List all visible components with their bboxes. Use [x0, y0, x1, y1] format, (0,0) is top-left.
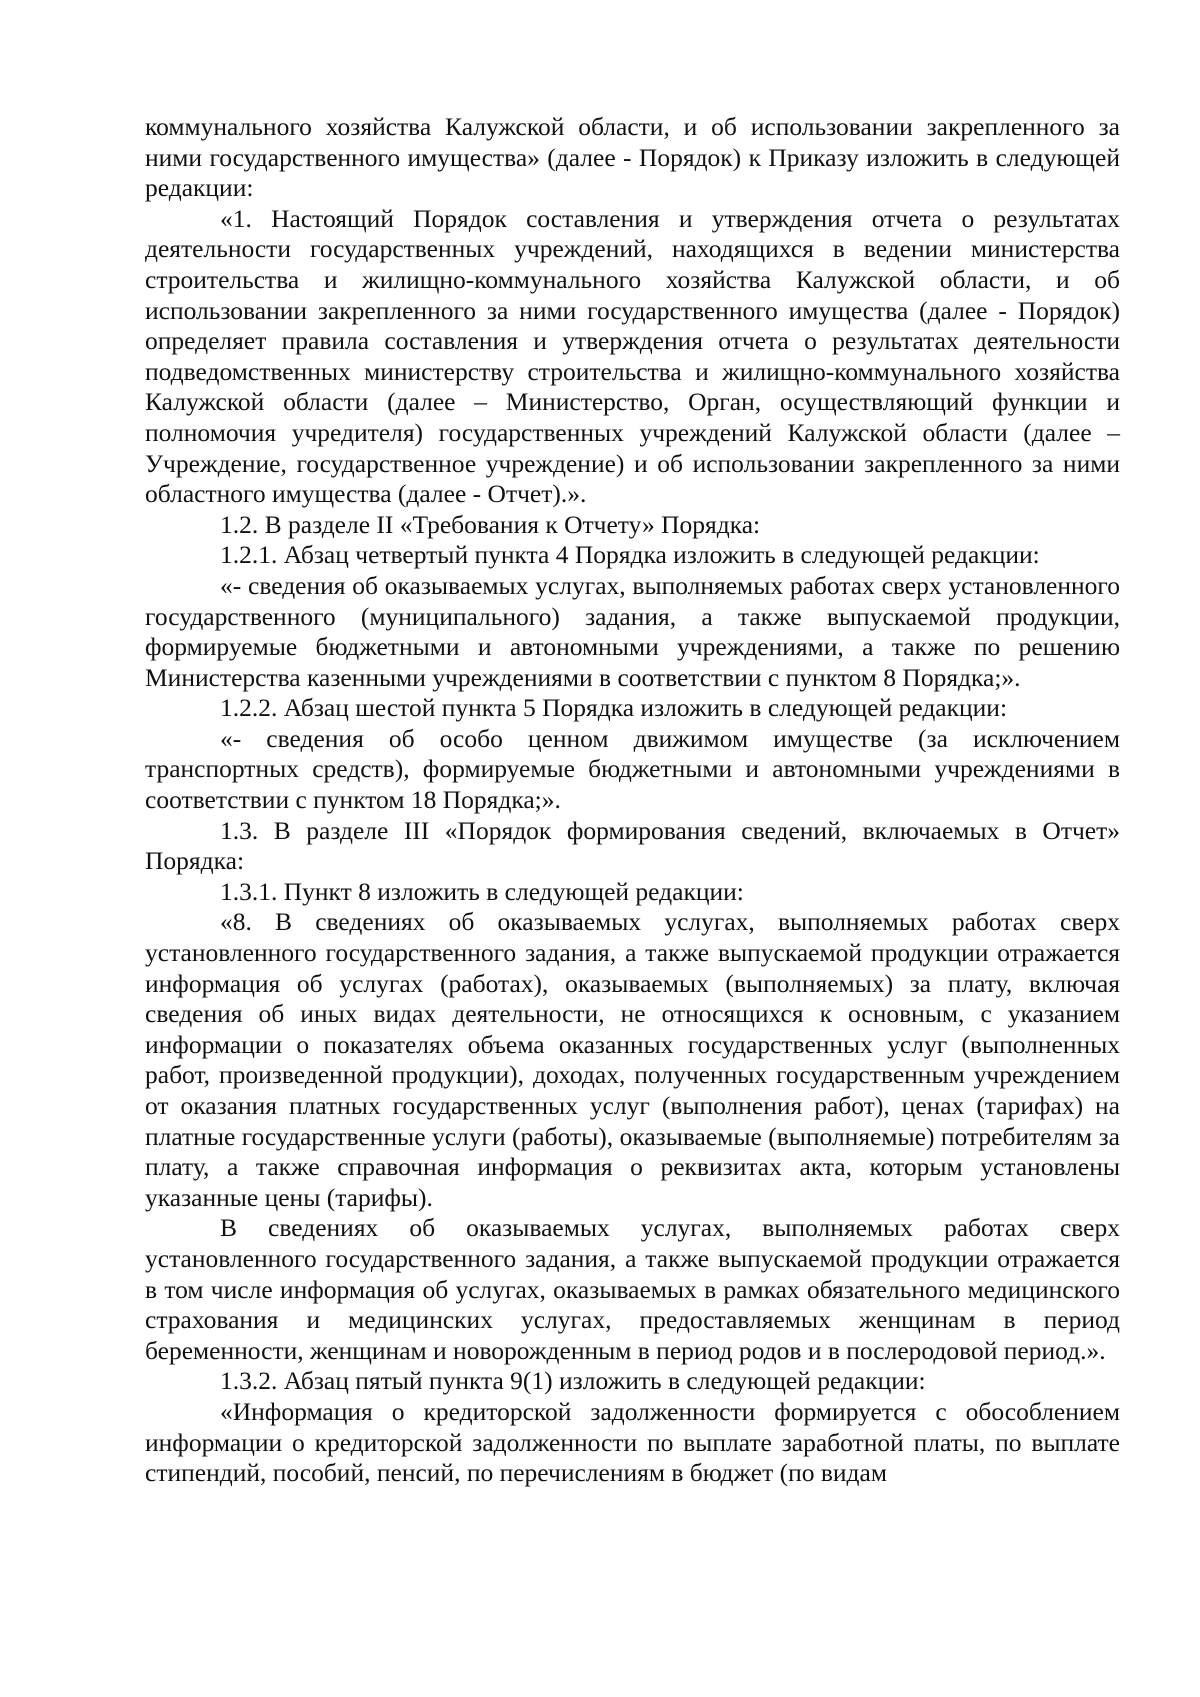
- paragraph-quote-item-4: «- сведения об оказываемых услугах, выполняемых работах сверх установленного государственного (муниципального) задания, а также выпускаемой продукции, формируемые бюджетными и автономными учреждениями, а также по решению Министерства казенными учреждениями в соответствии с пунктом 8 Порядка;».: [145, 570, 1120, 692]
- paragraph-quote-item-9-1: «Информация о кредиторской задолженности формируется с обособлением информации о кредиторской задолженности по выплате заработной платы, по выплате стипендий, пособий, пенсий, по перечислениям в бюджет (по видам: [145, 1396, 1120, 1488]
- paragraph-section-1-2: 1.2. В разделе II «Требования к Отчету» Порядка:: [220, 509, 761, 539]
- paragraph-section-1-2-2: 1.2.2. Абзац шестой пункта 5 Порядка изложить в следующей редакции:: [220, 693, 1008, 723]
- paragraph-item-8-continued: В сведениях об оказываемых услугах, выполняемых работах сверх установленного государственного задания, а также выпускаемой продукции отражается в том числе информация об услугах, оказываемых в рамках обязательного медицинского страхования и медицинских услугах, предоставляемых женщинам в период беременности, женщинам и новорожденным в период родов и в послеродовой период.».: [145, 1213, 1120, 1365]
- paragraph-quote-item-5: «- сведения об особо ценном движимом имуществе (за исключением транспортных средств), формируемые бюджетными и автономными учреждениями в соответствии с пунктом 18 Порядка;».: [145, 723, 1120, 815]
- paragraph-quote-item-8: «8. В сведениях об оказываемых услугах, выполняемых работах сверх установленного государственного задания, а также выпускаемой продукции отражается информация об услугах (работах), оказываемых (выполняемых) за плату, включая сведения об иных видах деятельности, не относящихся к основным, с указанием информации о показателях объема оказанных государственных услуг (выполненных работ, произведенной продукции), доходах, полученных государственным учреждением от оказания платных государственных услуг (выполнения работ), ценах (тарифах) на платные государственные услуги (работы), оказываемые (выполняемые) потребителям за плату, а также справочная информация о реквизитах акта, которым установлены указанные цены (тарифы).: [145, 907, 1120, 1212]
- paragraph-section-1-3-2: 1.3.2. Абзац пятый пункта 9(1) изложить в следующей редакции:: [220, 1366, 926, 1396]
- paragraph-item-1-text: «1. Настоящий Порядок составления и утверждения отчета о результатах деятельности государственных учреждений, находящихся в ведении министерства строительства и жилищно-коммунального хозяйства Калужской области, и об использовании закрепленного за ними государственного имущества (далее - Порядок) определяет правила составления и утверждения отчета о результатах деятельности подведомственных министерству строительства и жилищно-коммунального хозяйства Калужской области (далее – Министерство, Орган, осуществляющий функции и полномочия учредителя) государственных учреждений Калужской области (далее – Учреждение, государственное учреждение) и об использовании закрепленного за ними областного имущества (далее - Отчет).».: [145, 203, 1120, 509]
- paragraph-section-1-3: 1.3. В разделе III «Порядок формирования сведений, включаемых в Отчет» Порядка:: [145, 815, 1120, 876]
- document-body: [145, 112, 1120, 1489]
- paragraph-section-1-2-1: 1.2.1. Абзац четвертый пункта 4 Порядка изложить в следующей редакции:: [220, 540, 1040, 570]
- paragraph-intro-continuation: коммунального хозяйства Калужской области, и об использовании закрепленного за ними государственного имущества» (далее - Порядок) к Приказу изложить в следующей редакции:: [145, 112, 1120, 203]
- paragraph-section-1-3-1: 1.3.1. Пункт 8 изложить в следующей редакции:: [220, 876, 744, 906]
